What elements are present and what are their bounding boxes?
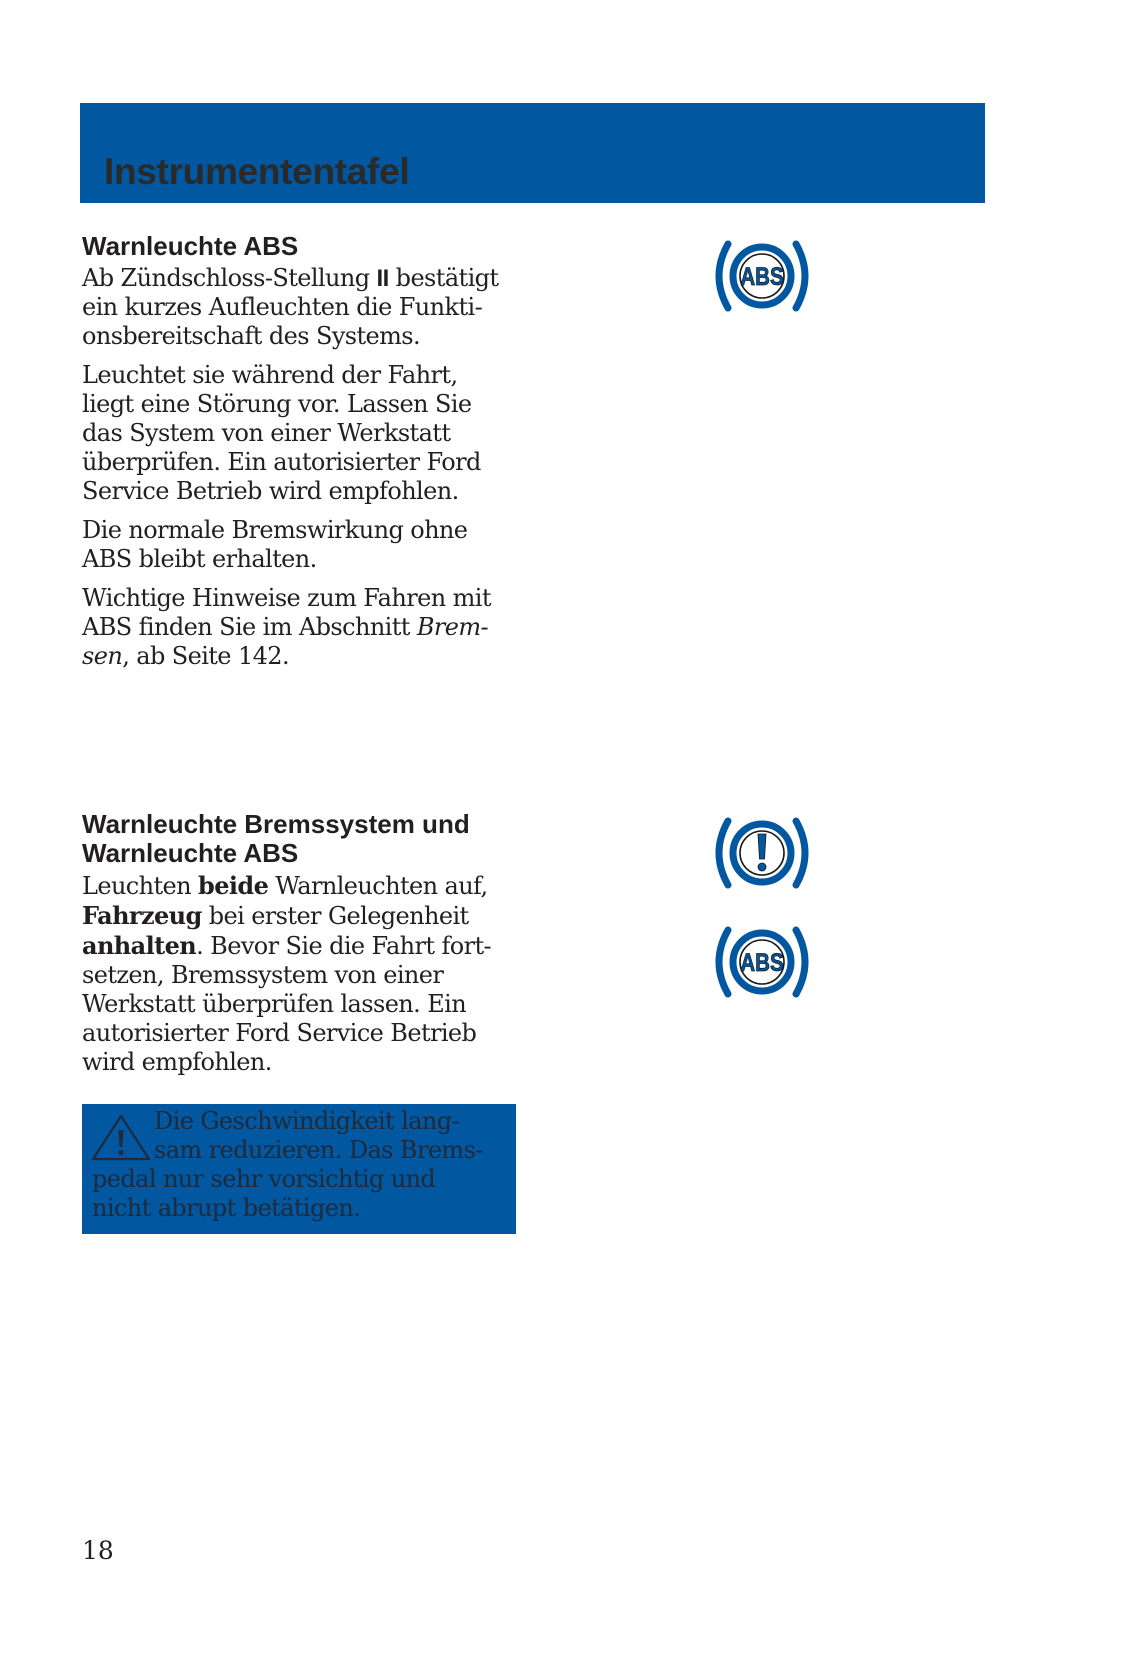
page-number: 18 — [82, 1536, 114, 1565]
section-brake-and-abs-warning — [82, 810, 522, 1087]
section-heading: Warnleuchte ABS — [82, 231, 299, 261]
abs-icon-label: ABS — [740, 948, 784, 977]
text-line: setzen, Bremssystem von einer — [82, 961, 444, 989]
text-line: Wichtige Hinweise zum Fahren mit — [82, 584, 491, 612]
text-line: Leuchtet sie während der Fahrt, — [82, 361, 458, 389]
text-line: Die Geschwindigkeit lang- — [154, 1107, 460, 1135]
text-line: onsbereitschaft des Systems. — [82, 322, 421, 350]
text-line: Die normale Bremswirkung ohne — [82, 516, 468, 544]
text-line: Werkstatt überprüfen lassen. Ein — [82, 990, 467, 1018]
text-line: autorisierter Ford Service Betrieb — [82, 1019, 477, 1047]
paragraph-both-lights — [82, 871, 522, 1077]
section-heading: Warnleuchte Bremssystem und Warnleuchte ABS — [82, 809, 470, 868]
ignition-position: II — [376, 265, 389, 292]
brake-system-warning-icon — [706, 813, 818, 893]
abs-warning-icon-2 — [706, 922, 818, 1002]
abs-icon-label: ABS — [740, 262, 784, 291]
warning-box — [82, 1104, 516, 1234]
text-line: ABS bleibt erhalten. — [82, 545, 317, 573]
text-line: Fahrzeug bei erster Gelegenheit — [82, 901, 469, 930]
paragraph-ignition-check — [82, 264, 522, 351]
header-bar — [80, 103, 985, 203]
warning-text — [92, 1107, 483, 1223]
reference-link-text: Brem- — [416, 613, 489, 641]
text-line: überprüfen. Ein autorisierter Ford — [82, 448, 481, 476]
text-line: Ab Zündschloss-Stellung II bestätigt — [82, 264, 499, 292]
abs-warning-icon — [706, 236, 818, 316]
paragraph-normal-braking — [82, 516, 522, 574]
paragraph-reference — [82, 584, 522, 671]
text-line: wird empfohlen. — [82, 1048, 272, 1076]
text-line: sen, ab Seite 142. — [82, 642, 289, 670]
section-abs-warning-light — [82, 232, 522, 681]
text-line: Service Betrieb wird empfohlen. — [82, 477, 459, 505]
paragraph-fault-while-driving — [82, 361, 522, 506]
text-line: ABS finden Sie im Abschnitt Brem- — [82, 613, 489, 641]
text-line: pedal nur sehr vorsichtig und — [92, 1165, 436, 1193]
text-line: das System von einer Werkstatt — [82, 419, 451, 447]
text-line: anhalten. Bevor Sie die Fahrt fort- — [82, 931, 492, 960]
text-line: ein kurzes Aufleuchten die Funkti- — [82, 293, 483, 321]
text-line: sam reduzieren. Das Brems- — [154, 1136, 483, 1164]
text-line: nicht abrupt betätigen. — [92, 1194, 361, 1222]
text-line: liegt eine Störung vor. Lassen Sie — [82, 390, 472, 418]
page-title: Instrumententafel — [104, 151, 410, 192]
text-line: Leuchten beide Warnleuchten auf, — [82, 871, 488, 900]
